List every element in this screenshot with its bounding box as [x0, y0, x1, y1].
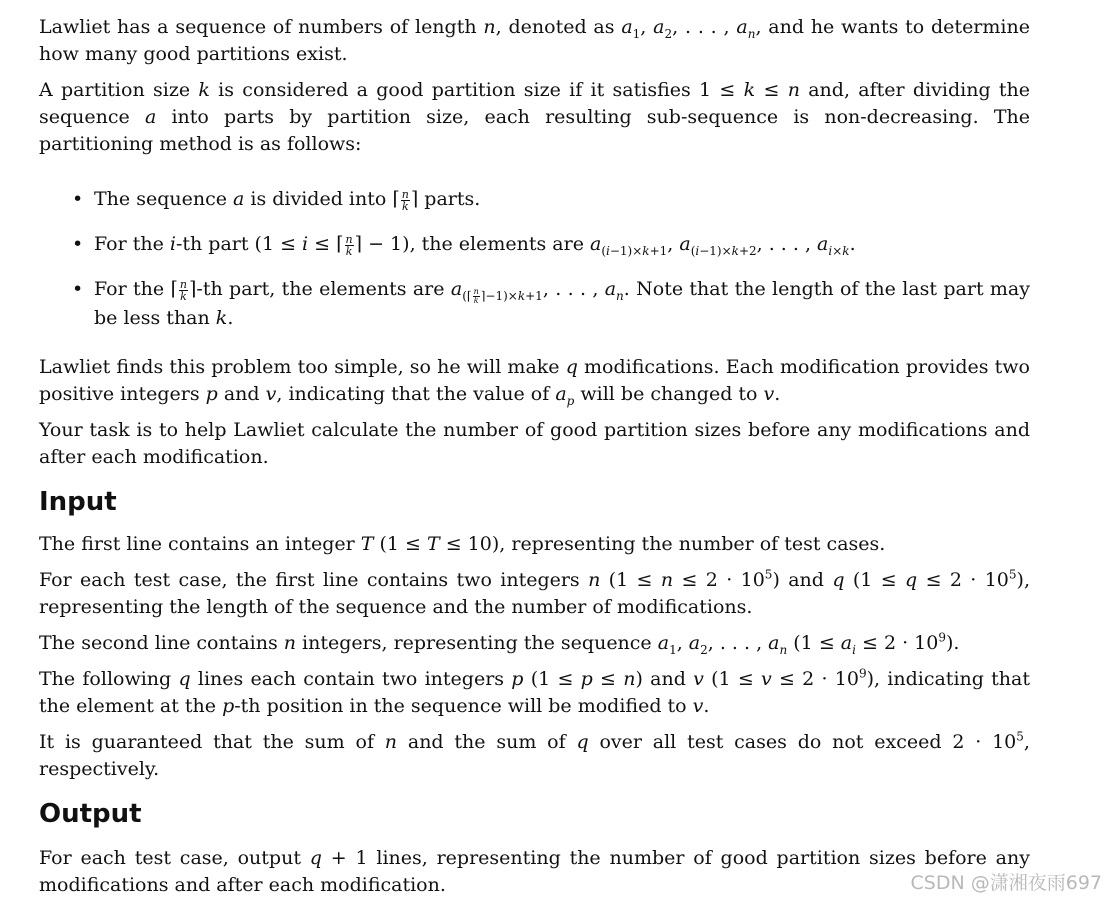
input-line-5: It is guaranteed that the sum of n and the sum of q over all test cases do not exceed $2 \cdot 10^5$, respectively. — [39, 729, 1030, 780]
watermark: CSDN @潇湘夜雨697 — [910, 872, 1102, 894]
modifications-paragraph: Lawliet finds this problem too simple, so he will make q modifications. Each modification provides two positive integers p and v, indicating that the value of $a_p$ will be changed to v. — [39, 355, 1030, 408]
list-item: • For the ⌈ $\frac{n}{k}$ ⌉-th part, the elements are $a_{(⌈ \frac{n}{k} ⌉-1)\times k+1}$, . . . , $a_n$. Note that the length of the last part may be less than k. — [72, 277, 1030, 329]
input-line-1: The first line contains an integer T (1 ≤ T ≤ 10), representing the number of test cases. — [39, 532, 886, 555]
intro-paragraph-2: A partition size k is considered a good partition size if it satisfies 1 ≤ k ≤ n and, after dividing the sequence a into parts by partition size, each resulting sub-sequence is non-decreasing. The partitioning method is as follows: — [39, 79, 1031, 155]
input-line-4: The following q lines each contain two integers p (1 ≤ p ≤ n) and v $(1 \le v \le 2 \cdot 10^9)$, indicating that the element at the p-th position in the sequence will be modified to v. — [39, 666, 1030, 717]
task-paragraph: Your task is to help Lawliet calculate the number of good partition sizes before any modifications and after each modification. — [39, 418, 1030, 468]
list-item: • For the i-th part (1 ≤ i ≤ ⌈ $\frac{n}{k}$ ⌉ − 1), the elements are $a_{(i-1)\times k+1}$, $a_{(i-1)\times k+2}$, . . . , $a_{i\times k}$. — [72, 232, 856, 258]
problem-statement — [39, 14, 1030, 899]
input-heading: Input — [39, 486, 117, 517]
partition-method-list — [39, 186, 1030, 332]
output-line-1: For each test case, output q + 1 lines, representing the number of good partition sizes before any modifications and after each modification. — [39, 846, 1030, 896]
list-item: • The sequence a is divided into ⌈ $\frac{n}{k}$ ⌉ parts. — [72, 187, 481, 213]
input-line-2: For each test case, the first line contains two integers n $(1 \le n \le 2 \cdot 10^5)$ and q $(1 \le q \le 2 \cdot 10^5)$, representing the length of the sequence and the number of modifications. — [39, 567, 1031, 618]
intro-paragraph-1: Lawliet has a sequence of numbers of length n, denoted as $a_1$, $a_2$, . . . , $a_n$, and he wants to determine how many good partitions exist. — [39, 16, 1030, 65]
input-line-3: The second line contains n integers, representing the sequence $a_1$, $a_2$, . . . , $a_n$ $(1 \le a_i \le 2 \cdot 10^9)$. — [39, 630, 960, 657]
output-heading: Output — [39, 798, 142, 829]
